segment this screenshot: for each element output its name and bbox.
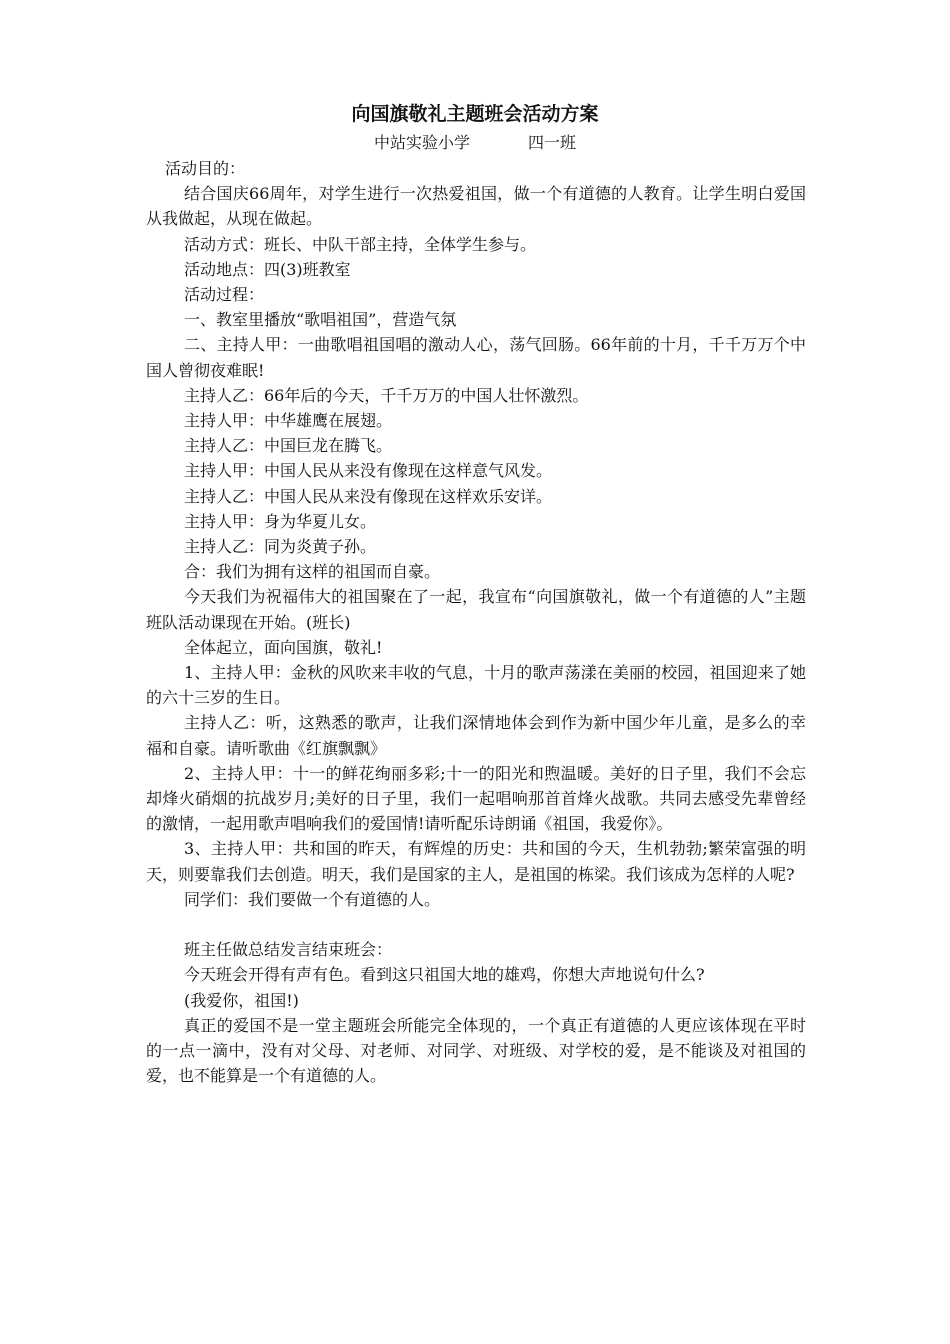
paragraph-conclusion: 真正的爱国不是一堂主题班会所能完全体现的，一个真正有道德的人更应该体现在平时的一点一滴中，没有对父母、对老师、对同学、对班级、对学校的爱，是不能谈及对祖国的爱，也不能算是一个有道德的人。 [146,1015,806,1086]
paragraph: 二、主持人甲：一曲歌唱祖国唱的激动人心，荡气回肠。66年前的十月，千千万万个中国人曾彻夜难眠! [146,335,806,380]
paragraph-summary-heading: 班主任做总结发言结束班会： [184,940,393,960]
paragraph: 2、主持人甲：十一的鲜花绚丽多彩;十一的阳光和煦温暖。美好的日子里，我们不会忘却烽火硝烟的抗战岁月;美好的日子里，我们一起唱响那首首烽火战歌。共同去感受先辈曾经的激情，一起用歌声唱响我们的爱国情!请听配乐诗朗诵《祖国，我爱你》。 [146,763,806,834]
class-name: 四一班 [528,133,577,152]
paragraph: 全体起立，面向国旗，敬礼! [184,637,383,657]
paragraph: 主持人乙：同为炎黄子孙。 [184,537,377,557]
document-body [146,156,806,1089]
paragraph: 合：我们为拥有这样的祖国而自豪。 [184,562,441,582]
paragraph: 主持人乙：听，这熟悉的歌声，让我们深情地体会到作为新中国少年儿童，是多么的幸福和自豪。请听歌曲《红旗飘飘》 [146,713,806,758]
paragraph: 3、主持人甲：共和国的昨天，有辉煌的历史：共和国的今天，生机勃勃;繁荣富强的明天，则要靠我们去创造。明天，我们是国家的主人，是祖国的栋梁。我们该成为怎样的人呢? [146,839,806,884]
paragraph: 主持人甲：身为华夏儿女。 [184,511,377,531]
paragraph: 主持人乙：中国巨龙在腾飞。 [184,436,393,456]
paragraph: (我爱你，祖国!) [184,990,299,1010]
paragraph-purpose-heading: 活动目的： [165,159,246,178]
document-subtitle [0,130,950,156]
paragraph: 主持人甲：中国人民从来没有像现在这样意气风发。 [184,461,553,481]
paragraph: 主持人甲：中华雄鹰在展翅。 [184,411,393,431]
blank-line [146,912,806,937]
paragraph: 1、主持人甲：金秋的风吹来丰收的气息，十月的歌声荡漾在美丽的校园，祖国迎来了她的六十三岁的生日。 [146,663,806,708]
paragraph-method: 活动方式：班长、中队干部主持，全体学生参与。 [184,234,537,254]
paragraph: 一、教室里播放“歌唱祖国”，营造气氛 [184,310,457,330]
paragraph-purpose: 结合国庆66周年，对学生进行一次热爱祖国，做一个有道德的人教育。让学生明白爱国从我做起，从现在做起。 [146,184,806,229]
paragraph: 主持人乙：66年后的今天，千千万万的中国人壮怀激烈。 [184,385,589,405]
paragraph: 今天班会开得有声有色。看到这只祖国大地的雄鸡，你想大声地说句什么? [184,965,705,985]
paragraph: 同学们：我们要做一个有道德的人。 [184,889,441,909]
paragraph-process-heading: 活动过程： [184,285,265,305]
school-name: 中站实验小学 [373,133,470,152]
paragraph: 今天我们为祝福伟大的祖国聚在了一起，我宣布“向国旗敬礼，做一个有道德的人”主题班队活动课现在开始。(班长) [146,587,806,632]
paragraph: 主持人乙：中国人民从来没有像现在这样欢乐安详。 [184,486,553,506]
document-title: 向国旗敬礼主题班会活动方案 [351,103,599,125]
paragraph-location: 活动地点：四(3)班教室 [184,259,351,279]
